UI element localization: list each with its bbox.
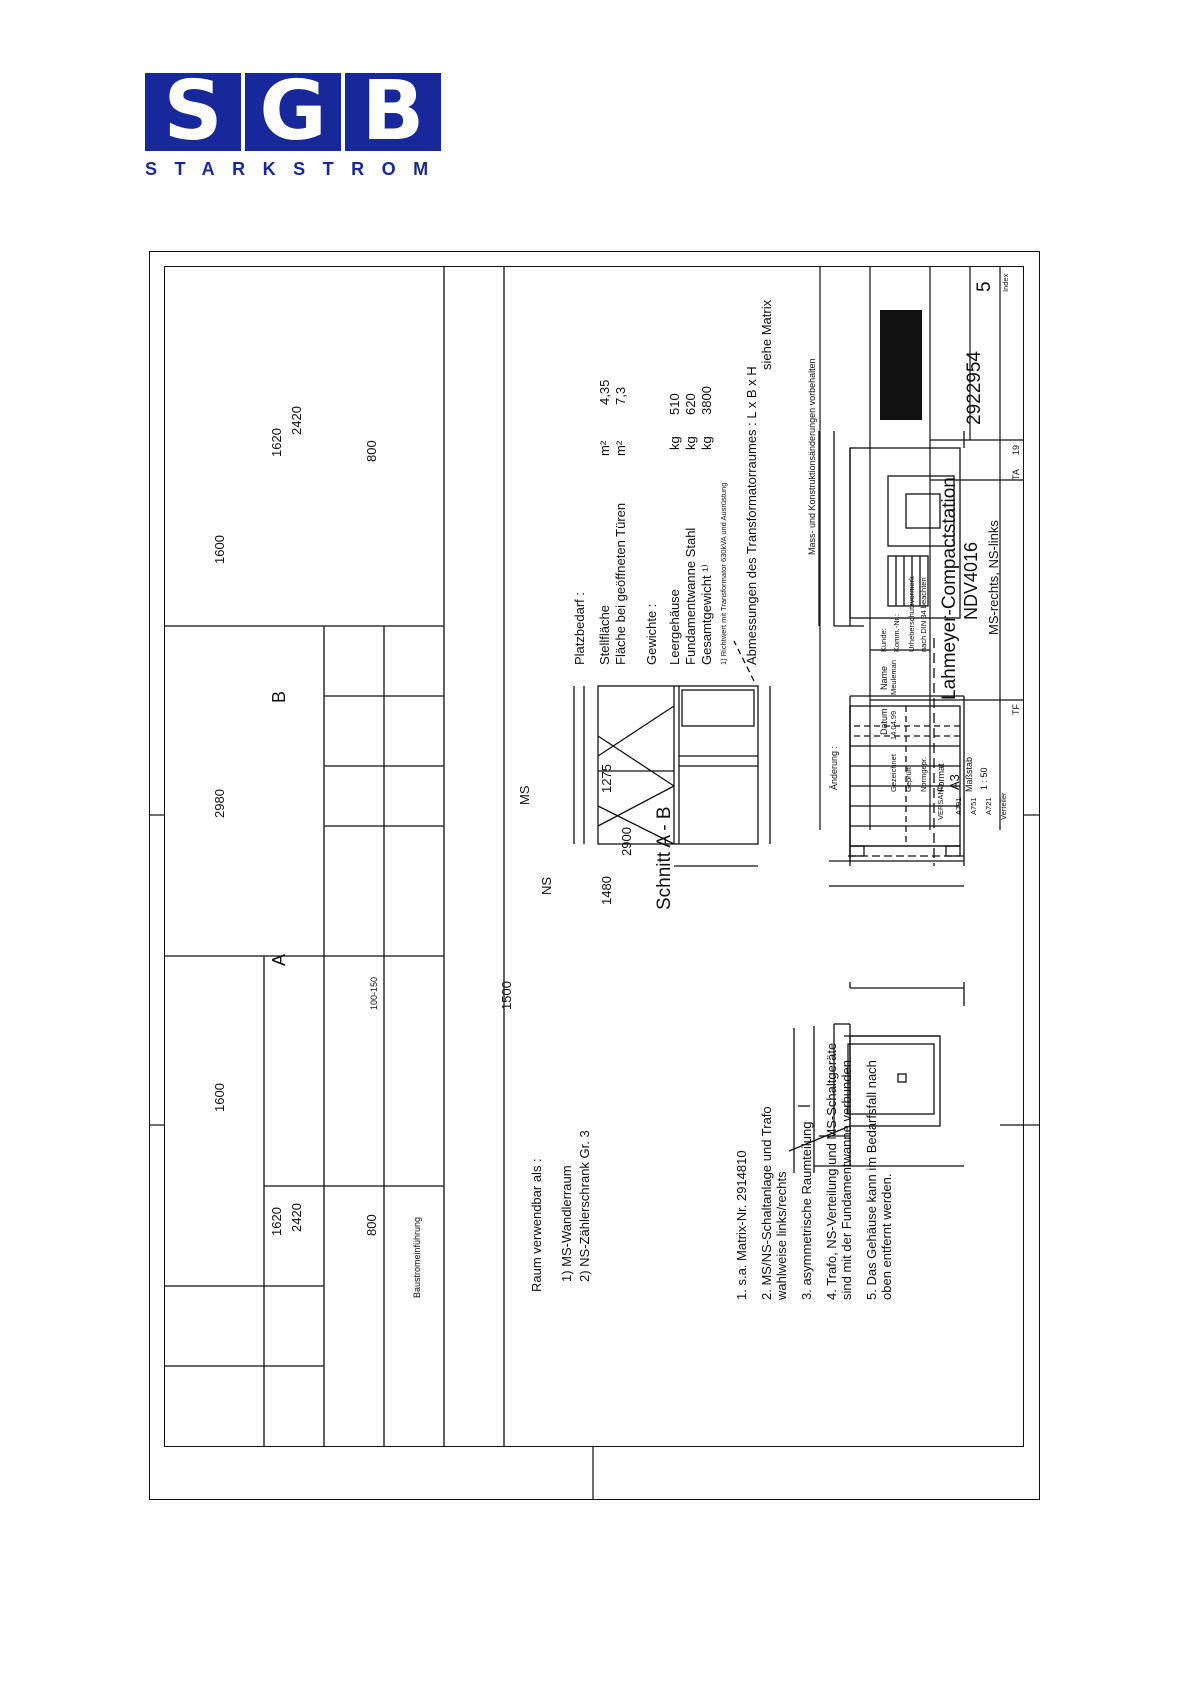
urheber-line2: nach DIN 34 beachten: [919, 577, 928, 652]
gezeichnet-name: Meuleman: [889, 659, 898, 695]
section-depth-dim: 1500: [499, 981, 514, 1010]
fundamentwanne-unit: kg: [683, 436, 698, 450]
stellflaeche-value: 4,35: [597, 379, 612, 405]
massstab-label: Maßstab: [964, 756, 974, 792]
raum-item-2: 2) NS-Zählerschrank Gr. 3: [577, 1130, 592, 1282]
ta-value: 19: [1011, 444, 1021, 455]
section-marker-a: A: [269, 953, 289, 966]
right-view-part2-dim: 800: [364, 440, 379, 462]
note-1: 1. s.a. Matrix-Nr. 2914810: [734, 1150, 749, 1300]
index-label: Index: [1001, 273, 1010, 292]
gesamtgewicht-label: Gesamtgewicht ¹⁾: [699, 564, 714, 665]
leergehaeuse-label: Leergehäuse: [667, 589, 682, 665]
tf-label: TF: [1011, 704, 1021, 715]
leergehaeuse-value: 510: [667, 393, 682, 415]
massstab-value: 1 : 50: [979, 767, 989, 790]
gewichte-footnote: 1) Richtwert mit Transformator 630kVA und Ausrüstung: [719, 482, 728, 665]
verteiler-label: Verteiler: [999, 792, 1008, 820]
gap-dim: 100-150: [369, 976, 379, 1010]
right-view-height-dim: 1600: [212, 535, 227, 564]
row-gezeichnet: Gezeichnet: [889, 754, 898, 792]
kunde-label: Kunde:: [879, 628, 888, 652]
gesamtgewicht-value: 3800: [699, 386, 714, 415]
stellflaeche-label: Stellfläche: [597, 605, 612, 665]
right-view-total-dim: 2420: [289, 406, 304, 435]
urheber-line1: Urheberschutzvermerk: [907, 576, 916, 652]
format-label: Format: [936, 763, 946, 792]
drawing-number: 2922954: [964, 351, 985, 425]
right-view-part1-dim: 1620: [269, 428, 284, 457]
note-4b: sind mit der Fundamentwanne verbunden.: [839, 1056, 854, 1300]
row-normgepr: Normgepr.: [919, 756, 928, 792]
left-view-part2-dim: 800: [364, 1214, 379, 1236]
flaeche-tueren-label: Fläche bei geöffneten Türen: [613, 502, 628, 665]
left-view-height-dim: 1600: [212, 1083, 227, 1112]
flaeche-tueren-unit: m²: [613, 440, 628, 456]
gesamtgewicht-unit: kg: [699, 436, 714, 450]
stellflaeche-unit: m²: [597, 440, 612, 456]
col-name: Name: [879, 665, 889, 690]
drawing-title-1: Lahmeyer-Compactstation: [939, 477, 960, 700]
section-total-dim: 2900: [619, 827, 634, 856]
front-view-width-dim: 2980: [212, 789, 227, 818]
komm-label: Komm.-Nr.:: [892, 614, 901, 652]
drawing-title-2: NDV4016: [961, 541, 981, 620]
section-marker-b: B: [269, 690, 289, 703]
row-geprueft: Geprüft: [904, 766, 913, 792]
a751-label: A751: [969, 797, 978, 815]
note-2a: 2. MS/NS-Schaltanlage und Trafo: [759, 1106, 774, 1300]
note-5a: 5. Das Gehäuse kann im Bedarfsfall nach: [864, 1060, 879, 1300]
format-value: A3: [947, 774, 962, 790]
section-title: Schnitt A - B: [654, 806, 675, 910]
logo-subtitle: STARKSTROM: [145, 159, 446, 179]
logo-letter-g: G: [259, 64, 327, 159]
aenderung-label: Änderung :: [829, 745, 839, 790]
note-2b: wahlweise links/rechts: [774, 1171, 789, 1300]
fundamentwanne-label: Fundamentwanne Stahl: [683, 527, 698, 665]
raum-heading: Raum verwendbar als :: [529, 1158, 544, 1292]
index-value: 5: [974, 281, 995, 292]
versand-label: VERSAND: [936, 783, 945, 820]
siehe-matrix: siehe Matrix: [759, 299, 774, 370]
ta-label: TA: [1011, 469, 1021, 480]
logo-letter-b: B: [361, 64, 425, 159]
platzbedarf-heading: Platzbedarf :: [572, 592, 587, 665]
note-5b: oben entfernt werden.: [879, 1173, 894, 1300]
col-datum: Datum: [879, 708, 889, 735]
left-view-total-dim: 2420: [289, 1203, 304, 1232]
a791-label: A791: [954, 797, 963, 815]
raum-item-1: 1) MS-Wandlerraum: [559, 1165, 574, 1282]
section-right-dim: 1275: [599, 764, 614, 793]
section-room-ms: MS: [517, 785, 532, 805]
fundamentwanne-value: 620: [683, 393, 698, 415]
vorbehalt-text: Mass- und Konstruktionsänderungen vorbehalten: [807, 358, 817, 555]
note-3: 3. asymmetrische Raumteilung: [799, 1121, 814, 1300]
section-left-dim: 1480: [599, 876, 614, 905]
gewichte-heading: Gewichte :: [644, 603, 659, 665]
leergehaeuse-unit: kg: [667, 436, 682, 450]
a721-label: A721: [984, 797, 993, 815]
flaeche-tueren-value: 7,3: [613, 386, 628, 405]
section-room-ns: NS: [539, 876, 554, 895]
abmessungen-text: Abmessungen des Transformatorraumes : L x B x H: [744, 366, 759, 665]
gezeichnet-datum: 14.04.99: [889, 710, 898, 740]
left-view-part1-dim: 1620: [269, 1207, 284, 1236]
baustrom-label: Baustromeinführung: [412, 1216, 422, 1298]
logo-letter-s: S: [163, 64, 223, 159]
note-4a: 4. Trafo, NS-Verteilung und MS-Schaltgeräte: [824, 1042, 839, 1300]
drawing-title-3: MS-rechts, NS-links: [986, 520, 1001, 635]
